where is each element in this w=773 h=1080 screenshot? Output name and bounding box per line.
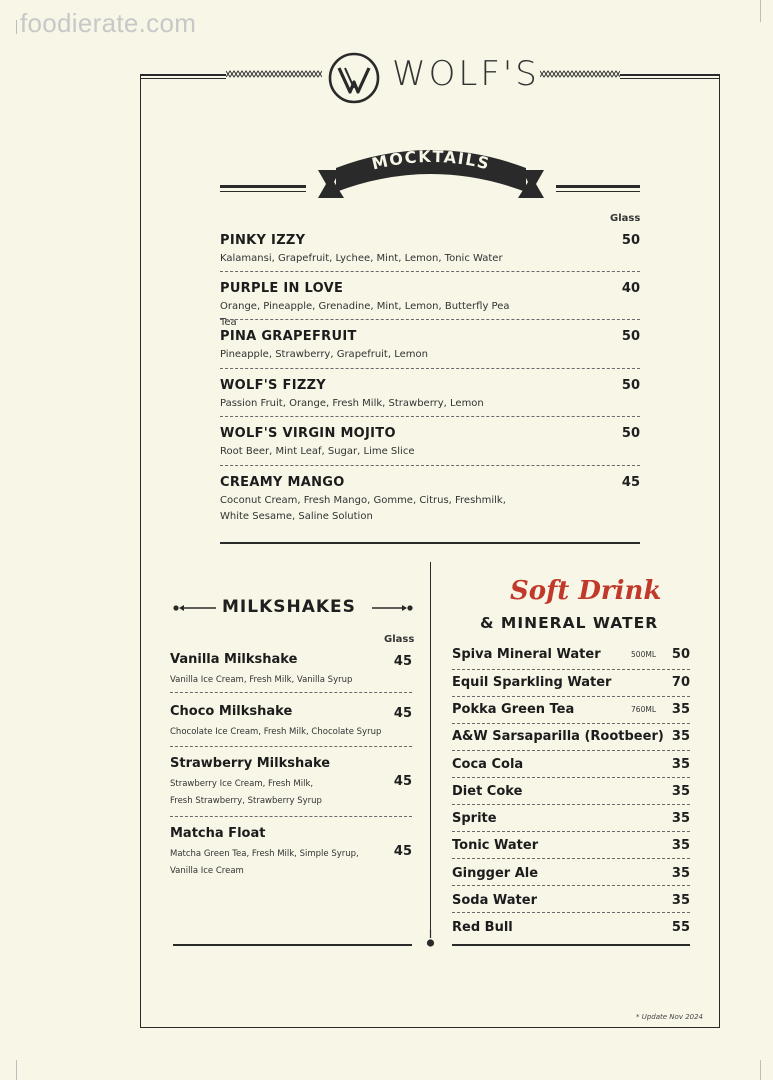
item-name: PURPLE IN LOVE bbox=[220, 281, 344, 296]
divider bbox=[220, 368, 640, 369]
banner-rule-left bbox=[220, 185, 306, 188]
item-name: Choco Milkshake bbox=[170, 704, 293, 719]
drink-price: 35 bbox=[671, 866, 690, 881]
item-name: PINA GRAPEFRUIT bbox=[220, 329, 357, 344]
crop-mark bbox=[746, 1060, 761, 1080]
drink-name: Gingger Ale bbox=[452, 866, 539, 881]
banner-rule-left-thin bbox=[220, 191, 306, 192]
braid-ornament-left bbox=[226, 69, 322, 79]
crop-mark bbox=[746, 0, 761, 22]
divider-drop-ornament-icon bbox=[424, 930, 437, 950]
drink-volume: 500ML bbox=[631, 650, 656, 659]
item-description: Chocolate Ice Cream, Fresh Milk, Chocolate Syrup bbox=[170, 727, 382, 737]
banner-rule-right bbox=[556, 185, 640, 188]
divider bbox=[220, 465, 640, 466]
drink-name: Red Bull bbox=[452, 920, 513, 935]
mocktail-item bbox=[220, 329, 640, 363]
divider bbox=[170, 816, 412, 817]
section-end-rule bbox=[452, 944, 690, 946]
item-description: Orange, Pineapple, Grenadine, Mint, Lemon, Butterfly Pea Tea bbox=[220, 301, 510, 328]
divider bbox=[220, 416, 640, 417]
item-description: Passion Fruit, Orange, Fresh Milk, Strawberry, Lemon bbox=[220, 398, 484, 409]
item-description: Matcha Green Tea, Fresh Milk, Simple Syrup, Vanilla Ice Cream bbox=[170, 849, 359, 876]
drink-price: 50 bbox=[671, 647, 690, 662]
item-price: 45 bbox=[393, 774, 412, 789]
crop-mark bbox=[16, 1060, 31, 1080]
divider bbox=[220, 319, 640, 320]
item-name: CREAMY MANGO bbox=[220, 475, 345, 490]
update-note: * Update Nov 2024 bbox=[636, 1013, 704, 1021]
milkshake-item bbox=[170, 756, 412, 810]
divider bbox=[170, 692, 412, 693]
milkshake-item bbox=[170, 652, 412, 689]
drink-row bbox=[452, 698, 690, 724]
drink-row bbox=[452, 807, 690, 833]
drink-row bbox=[452, 916, 690, 942]
drink-row bbox=[452, 753, 690, 779]
frame-top-line-right-inner bbox=[620, 78, 720, 79]
divider bbox=[452, 831, 690, 832]
drink-name: Sprite bbox=[452, 811, 497, 826]
frame-top-line-left-inner bbox=[140, 78, 226, 79]
drink-name: A&W Sarsaparilla (Rootbeer) bbox=[452, 729, 664, 744]
item-price: 45 bbox=[393, 706, 412, 721]
frame-top-line-right bbox=[620, 74, 720, 76]
item-price: 50 bbox=[621, 233, 640, 248]
item-description: Strawberry Ice Cream, Fresh Milk, Fresh Strawberry, Strawberry Syrup bbox=[170, 779, 322, 806]
drink-price: 35 bbox=[671, 729, 690, 744]
item-price: 45 bbox=[393, 844, 412, 859]
drink-price: 35 bbox=[671, 702, 690, 717]
drink-row bbox=[452, 671, 690, 697]
item-description: Coconut Cream, Fresh Mango, Gomme, Citrus, Freshmilk, White Sesame, Saline Solution bbox=[220, 495, 506, 522]
soft-drink-script-title: Soft Drink bbox=[510, 576, 662, 606]
item-name: Vanilla Milkshake bbox=[170, 652, 298, 667]
mocktail-item bbox=[220, 426, 640, 460]
divider bbox=[452, 804, 690, 805]
item-price: 40 bbox=[621, 281, 640, 296]
drink-price: 70 bbox=[671, 675, 690, 690]
crop-mark bbox=[16, 20, 31, 34]
braid-ornament-right bbox=[540, 69, 620, 79]
drink-name: Tonic Water bbox=[452, 838, 539, 853]
drink-row bbox=[452, 725, 690, 751]
item-description: Kalamansi, Grapefruit, Lychee, Mint, Lemon, Tonic Water bbox=[220, 253, 503, 264]
item-price: 45 bbox=[621, 475, 640, 490]
item-description: Vanilla Ice Cream, Fresh Milk, Vanilla Syrup bbox=[170, 675, 353, 685]
drink-price: 35 bbox=[671, 784, 690, 799]
divider bbox=[452, 750, 690, 751]
drink-row bbox=[452, 780, 690, 806]
drink-price: 55 bbox=[671, 920, 690, 935]
item-name: WOLF'S VIRGIN MOJITO bbox=[220, 426, 396, 441]
drink-price: 35 bbox=[671, 757, 690, 772]
item-name: Strawberry Milkshake bbox=[170, 756, 331, 771]
mineral-water-title: & MINERAL WATER bbox=[480, 614, 659, 632]
milkshakes-price-header: Glass bbox=[384, 634, 415, 645]
frame-top-line-left bbox=[140, 74, 226, 76]
item-price: 45 bbox=[393, 654, 412, 669]
ornament-right-icon bbox=[372, 601, 414, 615]
column-divider bbox=[430, 562, 431, 934]
item-name: Matcha Float bbox=[170, 826, 266, 841]
milkshake-item bbox=[170, 826, 412, 880]
mocktails-ribbon-banner bbox=[318, 140, 544, 204]
drink-name: Diet Coke bbox=[452, 784, 523, 799]
watermark: foodierate.com bbox=[20, 8, 197, 38]
item-name: WOLF'S FIZZY bbox=[220, 378, 327, 393]
mocktail-item bbox=[220, 233, 640, 267]
divider bbox=[452, 858, 690, 859]
drink-volume: 760ML bbox=[631, 705, 656, 714]
drink-name: Soda Water bbox=[452, 893, 537, 908]
item-description: Pineapple, Strawberry, Grapefruit, Lemon bbox=[220, 349, 428, 360]
milkshakes-title: MILKSHAKES bbox=[222, 597, 356, 617]
banner-rule-right-thin bbox=[556, 191, 640, 192]
divider bbox=[452, 912, 690, 913]
drink-name: Coca Cola bbox=[452, 757, 524, 772]
divider bbox=[452, 723, 690, 724]
item-price: 50 bbox=[621, 329, 640, 344]
drink-row bbox=[452, 834, 690, 860]
divider bbox=[452, 885, 690, 886]
drink-price: 35 bbox=[671, 811, 690, 826]
drink-price: 35 bbox=[671, 838, 690, 853]
item-price: 50 bbox=[621, 378, 640, 393]
drink-name: Pokka Green Tea bbox=[452, 702, 575, 717]
item-price: 50 bbox=[621, 426, 640, 441]
mocktail-item bbox=[220, 378, 640, 412]
divider bbox=[220, 271, 640, 272]
mocktail-item bbox=[220, 475, 640, 525]
wolfs-logo-icon bbox=[328, 52, 380, 104]
mocktails-title: MOCKTAILS bbox=[369, 146, 493, 174]
divider bbox=[170, 746, 412, 747]
drink-name: Spiva Mineral Water bbox=[452, 647, 601, 662]
milkshake-item bbox=[170, 704, 412, 741]
drink-price: 35 bbox=[671, 893, 690, 908]
item-description: Root Beer, Mint Leaf, Sugar, Lime Slice bbox=[220, 446, 415, 457]
mocktails-price-header: Glass bbox=[610, 213, 641, 224]
section-end-rule bbox=[173, 944, 412, 946]
section-end-rule bbox=[220, 542, 640, 544]
divider bbox=[452, 696, 690, 697]
mocktail-item bbox=[220, 281, 640, 331]
divider bbox=[452, 777, 690, 778]
item-name: PINKY IZZY bbox=[220, 233, 306, 248]
drink-name: Equil Sparkling Water bbox=[452, 675, 612, 690]
divider bbox=[452, 669, 690, 670]
drink-row bbox=[452, 643, 690, 669]
brand-name: WOLF'S bbox=[392, 54, 540, 94]
ornament-left-icon bbox=[172, 601, 216, 615]
